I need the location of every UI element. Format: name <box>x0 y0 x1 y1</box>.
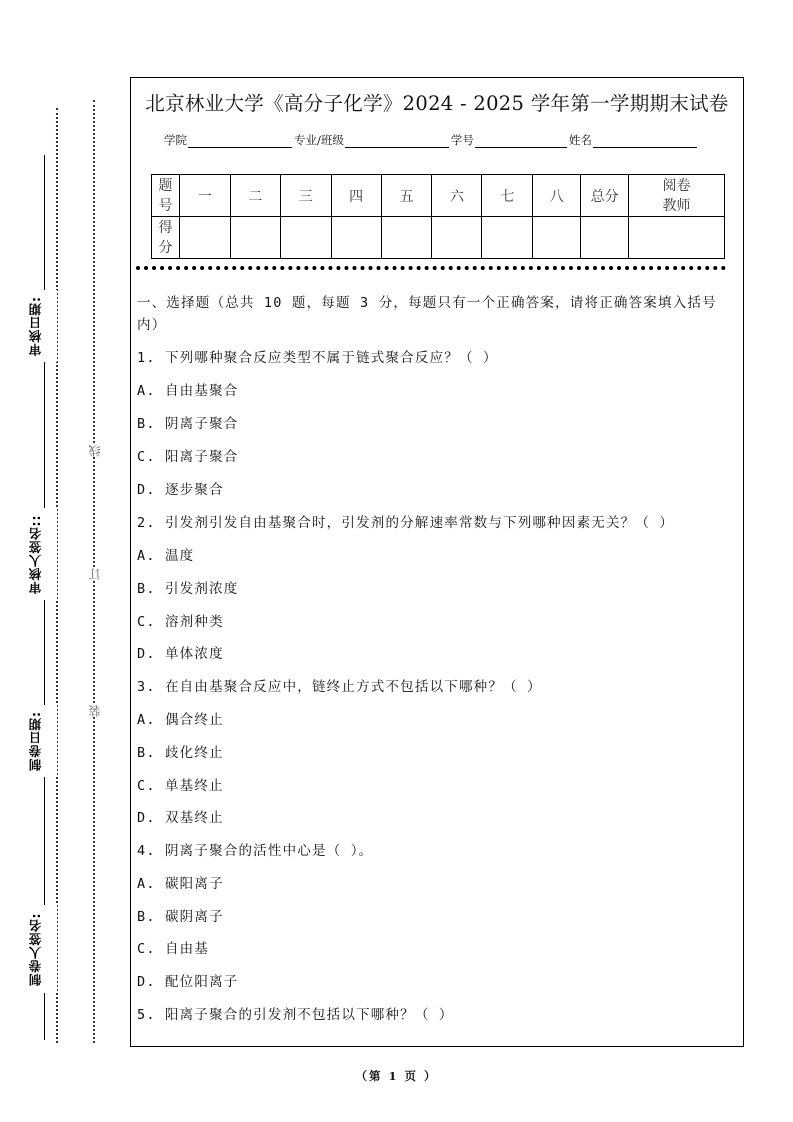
score-cell-3[interactable] <box>280 217 331 259</box>
student-info-row <box>164 132 699 148</box>
section-title: 一、选择题（总共 10 题，每题 3 分，每题只有一个正确答案，请将正确答案填入括号内） <box>137 295 717 333</box>
college-field[interactable] <box>188 135 292 148</box>
q2-option-b: B. 引发剂浓度 <box>137 581 239 597</box>
bind-char-zhuang: 装 <box>88 705 102 717</box>
col-header-4: 四 <box>331 175 381 217</box>
question-number-row <box>152 175 725 217</box>
col-header-total: 总分 <box>581 175 629 217</box>
college-label: 学院 <box>164 133 187 147</box>
score-cell-8[interactable] <box>533 217 581 259</box>
question-3-stem: 3. 在自由基聚合反应中，链终止方式不包括以下哪种？（ ） <box>137 679 542 695</box>
col-header-reviewer: 阅卷 教师 <box>629 175 725 217</box>
score-cell-reviewer[interactable] <box>629 217 725 259</box>
q4-option-a: A. 碳阳离子 <box>137 876 224 892</box>
q3-option-b: B. 歧化终止 <box>137 745 224 761</box>
q1-option-c: C. 阳离子聚合 <box>137 449 239 465</box>
col-header-7: 七 <box>482 175 533 217</box>
page-number: （第 1 页 ） <box>355 1069 438 1083</box>
student-id-field[interactable] <box>475 135 567 148</box>
col-header-8: 八 <box>533 175 581 217</box>
question-number-header: 题 号 <box>152 175 180 217</box>
name-field[interactable] <box>593 135 697 148</box>
q3-option-c: C. 单基终止 <box>137 778 224 794</box>
q1-option-d: D. 逐步聚合 <box>137 482 224 498</box>
score-cell-7[interactable] <box>482 217 533 259</box>
dotted-separator <box>136 266 726 270</box>
question-4-stem: 4. 阴离子聚合的活性中心是（ ）。 <box>137 843 374 859</box>
preparer-signature-label: 制卷人签名: <box>27 905 57 993</box>
student-id-label: 学号 <box>450 133 474 147</box>
score-header: 得 分 <box>152 217 180 259</box>
major-class-label: 专业/班级 <box>294 133 344 147</box>
question-2-stem: 2. 引发剂引发自由基聚合时，引发剂的分解速率常数与下列哪种因素无关？（ ） <box>137 515 675 531</box>
q4-option-d: D. 配位阳离子 <box>137 974 239 990</box>
q2-option-c: C. 溶剂种类 <box>137 614 224 630</box>
question-1-stem: 1. 下列哪种聚合反应类型不属于链式聚合反应？（ ） <box>137 350 498 366</box>
score-row <box>152 217 725 259</box>
name-label: 姓名 <box>568 133 592 147</box>
q4-option-b: B. 碳阴离子 <box>137 909 224 925</box>
q3-option-a: A. 偶合终止 <box>137 712 224 728</box>
score-cell-1[interactable] <box>179 217 230 259</box>
question-5-stem: 5. 阳离子聚合的引发剂不包括以下哪种？（ ） <box>137 1007 454 1023</box>
col-header-1: 一 <box>179 175 230 217</box>
score-cell-6[interactable] <box>432 217 482 259</box>
exam-sheet <box>130 77 744 1047</box>
q2-option-a: A. 温度 <box>137 548 195 564</box>
exam-title: 北京林业大学《高分子化学》2024 - 2025 学年第一学期期末试卷 <box>145 92 729 115</box>
prepare-date-label: 制卷日期: <box>27 705 57 777</box>
reviewer-signature-label: 审核人签名:: <box>27 508 57 600</box>
score-cell-5[interactable] <box>381 217 432 259</box>
review-date-label: 审核日期: <box>27 290 57 362</box>
score-cell-4[interactable] <box>331 217 381 259</box>
q1-option-a: A. 自由基聚合 <box>137 383 239 399</box>
col-header-2: 二 <box>230 175 280 217</box>
q3-option-d: D. 双基终止 <box>137 810 224 826</box>
q4-option-c: C. 自由基 <box>137 941 210 957</box>
bind-char-ding: 订 <box>88 568 102 580</box>
q1-option-b: B. 阴离子聚合 <box>137 416 239 432</box>
score-cell-2[interactable] <box>230 217 280 259</box>
score-cell-total[interactable] <box>581 217 629 259</box>
col-header-5: 五 <box>381 175 432 217</box>
score-table <box>151 174 725 259</box>
bind-char-xian: 线 <box>88 445 102 457</box>
col-header-6: 六 <box>432 175 482 217</box>
major-class-field[interactable] <box>345 135 449 148</box>
q2-option-d: D. 单体浓度 <box>137 646 224 662</box>
col-header-3: 三 <box>280 175 331 217</box>
